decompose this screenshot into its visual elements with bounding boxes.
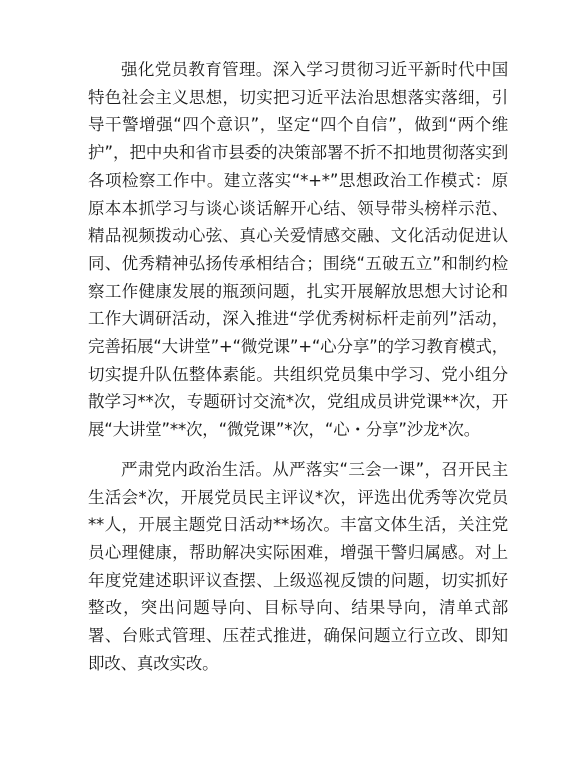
paragraph-party-education: 强化党员教育管理。深入学习贯彻习近平新时代中国特色社会主义思想，切实把习近平法治思想落实落细，引导干警增强“四个意识”，坚定“四个自信”，做到“两个维护”，把中央和省市县委的决策部署不折不扣地贯彻落实到各项检察工作中。建立落实“*+*”思想政治工作模式：原原本本抓学习与谈心谈话解开心结、领导带头榜样示范、精品视频拨动心弦、真心关爱情感交融、文化活动促进认同、优秀精神弘扬传承相结合；围绕“五破五立”和制约检察工作健康发展的瓶颈问题，扎实开展解放思想大讨论和工作大调研活动，深入推进“学优秀树标杆走前列”活动，完善拓展“大讲堂”+“微党课”+“心分享”的学习教育模式，切实提升队伍整体素能。共组织党员集中学习、党小组分散学习**次，专题研讨交流*次，党组成员讲党课**次，开展“大讲堂”**次，“微党课”*次，“心・分享”沙龙*次。 [88,60,508,440]
paragraph-political-life: 严肃党内政治生活。从严落实“三会一课”，召开民主生活会*次，开展党员民主评议*次，评选出优秀等次党员**人，开展主题党日活动**场次。丰富文体生活，关注党员心理健康，帮助解决实际困难，增强干警归属感。对上年度党建述职评议查摆、上级巡视反馈的问题，切实抓好整改，突出问题导向、目标导向、结果导向，清单式部署、台账式管理、压茬式推进，确保问题立行立改、即知即改、真改实改。 [88,459,508,673]
document-page [88,56,508,677]
